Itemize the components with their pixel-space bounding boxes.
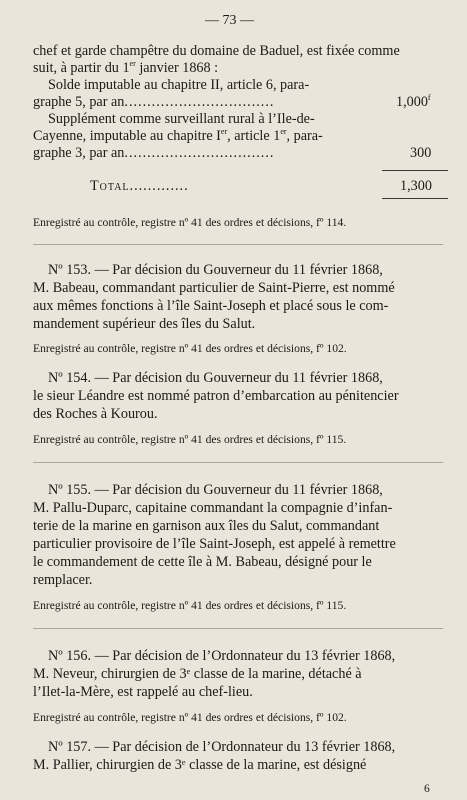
item2-line-3: graphe 3, par an................................. <box>33 145 275 161</box>
decision-156-line-1: Nº 156. — Par décision de l’Ordonnateur du 13 février 1868, <box>48 648 396 664</box>
decision-153-line-4: mandement supérieur des îles du Salut. <box>33 316 256 332</box>
decision-155-line-6: remplacer. <box>33 572 93 588</box>
decision-155-line-1: Nº 155. — Par décision du Gouverneur du 11 février 1868, <box>48 482 383 498</box>
intro-line-2: suit, à partir du 1er janvier 1868 : <box>33 59 219 76</box>
decision-157-line-2: M. Pallier, chirurgien de 3ᵉ classe de la marine, est désigné <box>33 757 367 773</box>
intro-line-1: chef et garde champêtre du domaine de Baduel, est fixée comme <box>33 43 400 59</box>
decision-156-registration: Enregistré au contrôle, registre nº 41 des ordres et décisions, fº 102. <box>33 711 347 724</box>
item1-line-2: graphe 5, par an................................. <box>33 94 275 110</box>
section-divider-2 <box>33 462 443 463</box>
decision-155-line-4: particulier provisoire de l’île Saint-Joseph, est appelé à remettre <box>33 536 396 552</box>
decision-153-line-3: aux mêmes fonctions à l’île Saint-Joseph et placé sous le com- <box>33 298 389 314</box>
decision-153-line-2: M. Babeau, commandant particulier de Saint-Pierre, est nommé <box>33 280 395 296</box>
signature-mark: 6 <box>424 782 430 795</box>
decision-156-line-3: l’Ilet-la-Mère, est rappelé au chef-lieu. <box>33 684 253 700</box>
section-divider-1 <box>33 244 443 245</box>
total-rule-bottom <box>382 198 448 199</box>
decision-155-line-2: M. Pallu-Duparc, capitaine commandant la compagnie d’infan- <box>33 500 393 516</box>
item1-line-1: Solde imputable au chapitre II, article 6, para- <box>48 77 310 93</box>
decision-155-line-3: terie de la marine en garnison aux îles du Salut, commandant <box>33 518 380 534</box>
decision-154-line-3: des Roches à Kourou. <box>33 406 158 422</box>
decision-155-registration: Enregistré au contrôle, registre nº 41 des ordres et décisions, fº 115. <box>33 599 347 612</box>
total-value: 1,300 <box>400 178 432 194</box>
item2-line-1: Supplément comme surveillant rural à l’Ile-de- <box>48 111 315 127</box>
total-row: Total............. <box>90 178 189 194</box>
decision-154-line-1: Nº 154. — Par décision du Gouverneur du 11 février 1868, <box>48 370 383 386</box>
item2-line-2: Cayenne, imputable au chapitre Ier, article 1er, para- <box>33 127 323 144</box>
item2-value: 300 <box>410 145 432 161</box>
section-divider-3 <box>33 628 443 629</box>
decision-157-line-1: Nº 157. — Par décision de l’Ordonnateur du 13 février 1868, <box>48 739 396 755</box>
total-rule <box>382 170 448 171</box>
intro-registration: Enregistré au contrôle, registre nº 41 des ordres et décisions, fº 114. <box>33 216 347 229</box>
decision-153-line-1: Nº 153. — Par décision du Gouverneur du 11 février 1868, <box>48 262 383 278</box>
decision-153-registration: Enregistré au contrôle, registre nº 41 des ordres et décisions, fº 102. <box>33 342 347 355</box>
decision-156-line-2: M. Neveur, chirurgien de 3ᵉ classe de la marine, détaché à <box>33 666 362 682</box>
decision-155-line-5: le commandement de cette île à M. Babeau, désigné pour le <box>33 554 372 570</box>
item1-value: 1,000$^f$ <box>396 93 431 110</box>
decision-154-line-2: le sieur Léandre est nommé patron d’embarcation au pénitencier <box>33 388 399 404</box>
decision-154-registration: Enregistré au contrôle, registre nº 41 des ordres et décisions, fº 115. <box>33 433 347 446</box>
page-number: — 73 — <box>205 13 254 28</box>
